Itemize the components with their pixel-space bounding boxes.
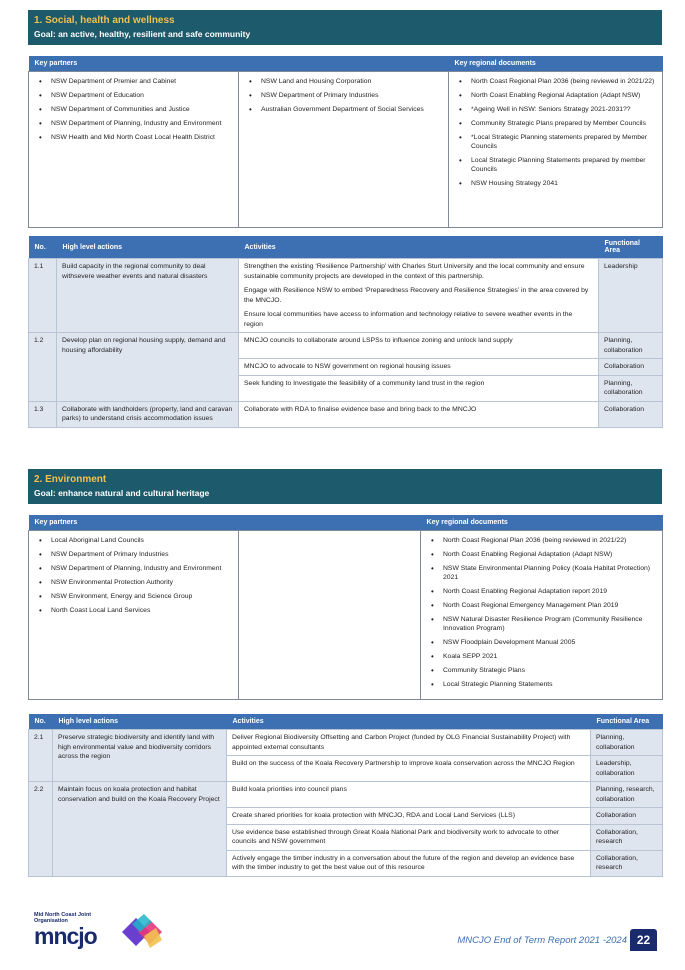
list-item: • Community Strategic Plans prepared by Member Councils [455, 119, 656, 128]
partners-list [245, 77, 442, 114]
high-level-action: Collaborate with landholders (property, land and caravan parks) to understand crisis accommodation issues [57, 401, 239, 427]
activity-text: Deliver Regional Biodiversity Offsetting and Carbon Project (funded by OLG Financial Sustainability Project) with appointed external consultants [232, 734, 571, 751]
functional-area: Leadership, collaboration [591, 756, 663, 782]
page-number: 22 [630, 929, 657, 951]
col-no: No. [29, 714, 53, 730]
high-level-action: Build capacity in the regional community to deal withsevere weather events and natural disasters [57, 259, 239, 333]
activity-text: MNCJO councils to collaborate around LSPSs to influence zoning and unlock land supply [244, 337, 513, 344]
list-item: • NSW Department of Communities and Justice [35, 105, 232, 114]
activity-text: Engage with Resilience NSW to embed ‘Preparedness Recovery and Resilience Strategies’ in the area covered by the MNCJO. [244, 287, 589, 304]
activity-text: Build on the success of the Koala Recovery Partnership to improve koala conservation across the MNCJO Region [232, 760, 575, 767]
list-item: • NSW Department of Planning, Industry and Environment [35, 119, 232, 128]
table-row [29, 401, 663, 427]
activity-cell [227, 756, 591, 782]
list-item: • North Coast Local Land Services [35, 606, 232, 615]
functional-area: Planning, collaboration [599, 333, 663, 359]
action-number: 1.3 [29, 401, 57, 427]
list-item: • NSW Natural Disaster Resilience Program (Community Resilience Innovation Program) [427, 615, 656, 633]
docs-list [427, 536, 656, 689]
high-level-action: Develop plan on regional housing supply, demand and housing affordability [57, 333, 239, 402]
activity-text: Actively engage the timber industry in a conversation about the future of the region and develop an evidence base with the timber industry to get the best value out of this resource [232, 854, 575, 871]
section1-goal: Goal: an active, healthy, resilient and safe community [34, 29, 251, 39]
col-no: No. [29, 236, 57, 259]
col-functional-area: Functional Area [599, 236, 663, 259]
list-item: • North Coast Enabling Regional Adaptation (Adapt NSW) [427, 550, 656, 559]
functional-area: Collaboration [591, 808, 663, 825]
action-number: 2.1 [29, 730, 53, 782]
activity-cell [239, 375, 599, 401]
list-item: • NSW Environmental Protection Authority [35, 578, 232, 587]
high-level-action: Maintain focus on koala protection and habitat conservation and build on the Koala Recovery Project [53, 782, 227, 877]
col-hla: High level actions [57, 236, 239, 259]
list-item: • North Coast Enabling Regional Adaptation report 2019 [427, 587, 656, 596]
activity-cell [227, 730, 591, 756]
activity-text: Build koala priorities into council plans [232, 786, 347, 793]
list-item: • North Coast Regional Plan 2036 (being reviewed in 2021/22) [427, 536, 656, 545]
activity-text: MNCJO to advocate to NSW government on regional housing issues [244, 363, 451, 370]
col-activities: Activities [227, 714, 591, 730]
mncjo-logo [34, 912, 174, 952]
activity-cell [239, 401, 599, 427]
list-item: • NSW Housing Strategy 2041 [455, 179, 656, 188]
activity-text: Ensure local communities have access to information and technology relative to severe weather events in the region [244, 311, 573, 328]
section2-partners-table [28, 515, 663, 700]
docs-header: Key regional documents [449, 56, 663, 72]
list-item: • *Local Strategic Planning statements prepared by Member Councils [455, 133, 656, 151]
activity-cell [227, 824, 591, 850]
list-item: • Australian Government Department of Social Services [245, 105, 442, 114]
partners-list [35, 77, 232, 142]
functional-area: Planning, collaboration [599, 375, 663, 401]
list-item: • Local Aboriginal Land Councils [35, 536, 232, 545]
table-row [29, 333, 663, 359]
partners-list [35, 536, 232, 615]
logo-wordmark: mncjo [34, 923, 97, 949]
functional-area: Collaboration [599, 359, 663, 376]
functional-area: Planning, research, collaboration [591, 782, 663, 808]
list-item: • NSW Health and Mid North Coast Local Health District [35, 133, 232, 142]
action-number: 1.1 [29, 259, 57, 333]
action-number: 2.2 [29, 782, 53, 877]
list-item: • Local Strategic Planning Statements [427, 680, 656, 689]
docs-header: Key regional documents [421, 515, 663, 531]
activity-cell [227, 850, 591, 876]
list-item: • NSW Environment, Energy and Science Group [35, 592, 232, 601]
high-level-action: Preserve strategic biodiversity and identify land with high environmental value and biodiversity corridors across the region [53, 730, 227, 782]
functional-area: Leadership [599, 259, 663, 333]
list-item: • NSW Department of Education [35, 91, 232, 100]
section2-title: 2. Environment [34, 474, 107, 485]
col-functional-area: Functional Area [591, 714, 663, 730]
list-item: • Local Strategic Planning Statements prepared by member Councils [455, 156, 656, 174]
section1-actions-table [28, 236, 663, 428]
col-hla: High level actions [53, 714, 227, 730]
list-item: • NSW Department of Primary Industries [35, 550, 232, 559]
section2-goal: Goal: enhance natural and cultural heritage [34, 488, 210, 498]
report-title: MNCJO End of Term Report 2021 -2024 [457, 935, 627, 946]
activity-cell [239, 359, 599, 376]
activity-text: Create shared priorities for koala protection with MNCJO, RDA and Local Land Services (LLS) [232, 812, 515, 819]
activity-cell [239, 259, 599, 333]
activity-text: Collaborate with RDA to finalise evidence base and bring back to the MNCJO [244, 405, 477, 413]
section1-title: 1. Social, health and wellness [34, 15, 175, 26]
functional-area: Collaboration, research [591, 850, 663, 876]
table-row [29, 259, 663, 333]
table-row [29, 782, 663, 808]
partners-header: Key partners [29, 515, 421, 531]
list-item: • North Coast Regional Plan 2036 (being reviewed in 2021/22) [455, 77, 656, 86]
logo-subtitle: Mid North Coast Joint Organisation [34, 912, 92, 924]
functional-area: Planning, collaboration [591, 730, 663, 756]
action-number: 1.2 [29, 333, 57, 402]
table-row [29, 730, 663, 756]
logo-mark-icon [122, 914, 166, 950]
activity-cell [227, 782, 591, 808]
section1-partners-table [28, 56, 663, 228]
activity-text: Seek funding to Investigate the feasibility of a community land trust in the region [244, 379, 485, 387]
list-item: • NSW Floodplain Development Manual 2005 [427, 638, 656, 647]
functional-area: Collaboration, research [591, 824, 663, 850]
list-item: • NSW Land and Housing Corporation [245, 77, 442, 86]
list-item: • *Ageing Well in NSW: Seniors Strategy 2021-2031?? [455, 105, 656, 114]
activity-cell [239, 333, 599, 359]
section2-banner [28, 469, 662, 504]
partners-header: Key partners [29, 56, 449, 72]
activity-text: Use evidence base established through Great Koala National Park and biodiversity work to advocate to other councils and NSW government [232, 828, 560, 845]
list-item: • NSW Department of Primary Industries [245, 91, 442, 100]
activity-text: Strengthen the existing ‘Resilience Partnership’ with Charles Sturt University and the local community and ensure sustainable community projects are developed in the context of this partnership. [244, 263, 585, 280]
list-item: • Community Strategic Plans [427, 666, 656, 675]
activity-cell [227, 808, 591, 825]
list-item: • NSW Department of Premier and Cabinet [35, 77, 232, 86]
list-item: • North Coast Enabling Regional Adaptation (Adapt NSW) [455, 91, 656, 100]
list-item: • NSW Department of Planning, Industry and Environment [35, 564, 232, 573]
list-item: • North Coast Regional Emergency Management Plan 2019 [427, 601, 656, 610]
col-activities: Activities [239, 236, 599, 259]
section1-banner [28, 10, 662, 45]
section2-actions-table [28, 714, 663, 877]
list-item: • NSW State Environmental Planning Policy (Koala Habitat Protection) 2021 [427, 564, 656, 582]
docs-list [455, 77, 656, 188]
functional-area: Collaboration [599, 401, 663, 427]
list-item: • Koala SEPP 2021 [427, 652, 656, 661]
